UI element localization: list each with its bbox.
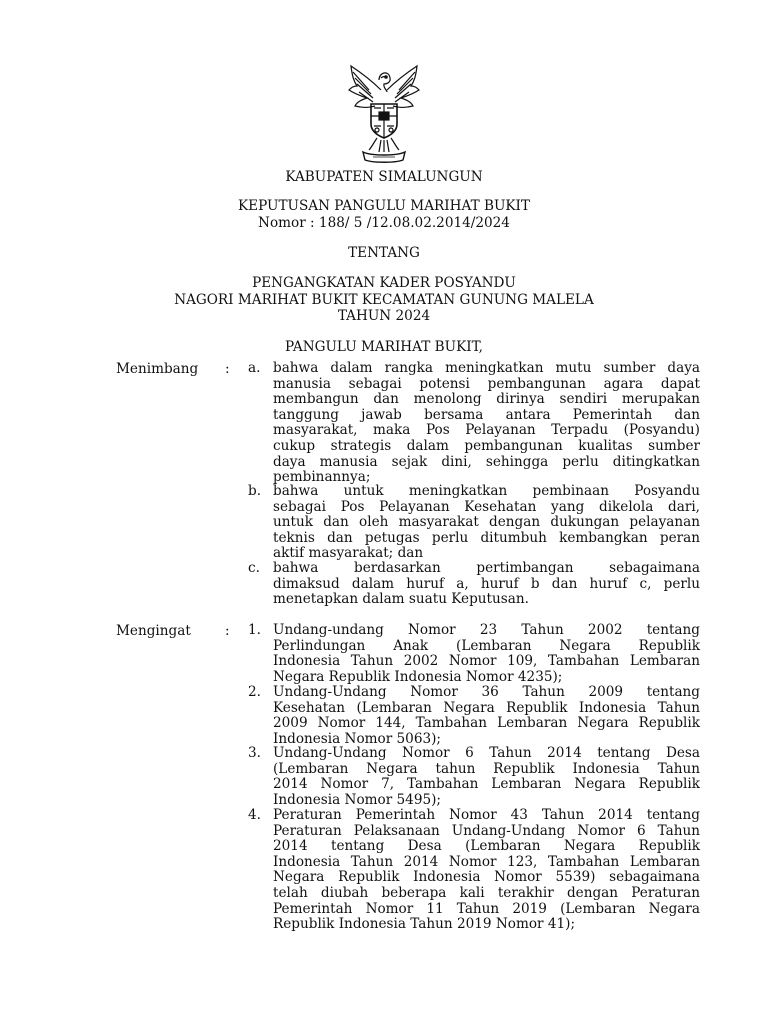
item-text — [273, 623, 700, 685]
text-line: (Lembaran Negara tahun Republik Indonesia Tahun — [273, 760, 700, 777]
item-text — [273, 808, 700, 933]
text-line: Peraturan Pelaksanaan Undang-Undang Nomor 6 Tahun — [273, 822, 700, 839]
text-line: aktif masyarakat; dan — [273, 545, 424, 562]
text-line: bahwa dalam rangka meningkatkan mutu sumber daya — [273, 360, 700, 376]
text-line: dimaksud dalam huruf a, huruf b dan huruf c, perlu — [273, 575, 700, 592]
text-line: Republik Indonesia Tahun 2019 Nomor 41); — [273, 916, 576, 933]
item-marker: 4. — [248, 807, 261, 823]
text-line: Indonesia Nomor 5063); — [273, 730, 442, 747]
text-line: Kesehatan (Lembaran Negara Republik Indonesia Tahun — [273, 699, 700, 716]
text-line: sebagai Pos Pelayanan Kesehatan yang dikelola dari, — [273, 498, 700, 515]
text-line: pembinannya; — [273, 469, 371, 486]
text-line: Undang-Undang Nomor 36 Tahun 2009 tentang — [273, 684, 700, 700]
decree-number: Nomor : 188/ 5 /12.08.02.2014/2024 — [258, 215, 510, 231]
text-line: Indonesia Tahun 2014 Nomor 123, Tambahan Lembaran — [273, 853, 700, 870]
text-line: telah diubah beberapa kali terakhir dengan Peraturan — [273, 884, 700, 901]
decree-title: KEPUTUSAN PANGULU MARIHAT BUKIT — [238, 198, 530, 214]
subject-line-1: PENGANGKATAN KADER POSYANDU — [252, 275, 516, 291]
item-marker: 1. — [248, 622, 261, 638]
item-marker: 3. — [248, 745, 261, 761]
text-line: menetapkan dalam suatu Keputusan. — [273, 591, 529, 608]
subject-line-3: TAHUN 2024 — [337, 308, 431, 324]
text-line: manusia sebagai potensi pembangunan agara dapat — [273, 375, 700, 392]
text-line: bahwa berdasarkan pertimbangan sebagaimana — [273, 560, 700, 576]
text-line: daya manusia sejak dini, sehingga perlu ditingkatkan — [273, 453, 700, 470]
text-line: Indonesia Nomor 5495); — [273, 791, 442, 808]
regency-name: KABUPATEN SIMALUNGUN — [285, 169, 483, 185]
text-line: Undang-undang Nomor 23 Tahun 2002 tentang — [273, 622, 700, 638]
menimbang-colon: : — [225, 361, 230, 377]
item-text — [273, 746, 700, 808]
mengingat-label: Mengingat — [116, 623, 191, 639]
menimbang-label: Menimbang — [116, 361, 199, 377]
mengingat-colon: : — [225, 623, 230, 639]
subject-line-2: NAGORI MARIHAT BUKIT KECAMATAN GUNUNG MALELA — [174, 292, 594, 308]
text-line: tanggung jawab bersama antara Pemerintah dan — [273, 406, 700, 423]
about-heading: TENTANG — [348, 245, 420, 261]
text-line: Negara Republik Indonesia Nomor 5539) sebagaimana — [273, 869, 700, 886]
text-line: Pemerintah Nomor 11 Tahun 2019 (Lembaran Negara — [273, 900, 700, 917]
text-line: Negara Republik Indonesia Nomor 4235); — [273, 668, 563, 685]
item-marker: a. — [248, 360, 261, 376]
text-line: 2009 Nomor 144, Tambahan Lembaran Negara Republik — [273, 715, 700, 732]
text-line: teknis dan petugas perlu ditumbuh kembangkan peran — [273, 529, 700, 546]
authority-line: PANGULU MARIHAT BUKIT, — [284, 339, 483, 355]
item-text — [273, 484, 700, 562]
text-line: masyarakat, maka Pos Pelayanan Terpadu (Posyandu) — [273, 422, 700, 439]
text-line: cukup strategis dalam pembangunan kualitas sumber — [273, 437, 700, 454]
item-marker: b. — [248, 483, 262, 499]
text-line: untuk dan oleh masyarakat dengan dukungan pelayanan — [273, 514, 700, 531]
text-line: Peraturan Pemerintah Nomor 43 Tahun 2014 tentang — [273, 807, 700, 823]
item-text — [273, 685, 700, 747]
text-line: bahwa untuk meningkatkan pembinaan Posyandu — [273, 483, 700, 499]
text-line: 2014 Nomor 7, Tambahan Lembaran Negara Republik — [273, 776, 700, 793]
text-line: Indonesia Tahun 2002 Nomor 109, Tambahan Lembaran — [273, 653, 700, 670]
item-text — [273, 561, 700, 608]
item-text — [273, 361, 700, 486]
garuda-emblem-icon — [343, 60, 425, 164]
text-line: membangun dan menolong dirinya sendiri merupakan — [273, 391, 700, 408]
text-line: Perlindungan Anak (Lembaran Negara Republik — [273, 637, 700, 654]
text-line: 2014 tentang Desa (Lembaran Negara Republik — [273, 838, 700, 855]
text-line: Undang-Undang Nomor 6 Tahun 2014 tentang Desa — [273, 745, 700, 761]
item-marker: 2. — [248, 684, 261, 700]
item-marker: c. — [248, 560, 260, 576]
